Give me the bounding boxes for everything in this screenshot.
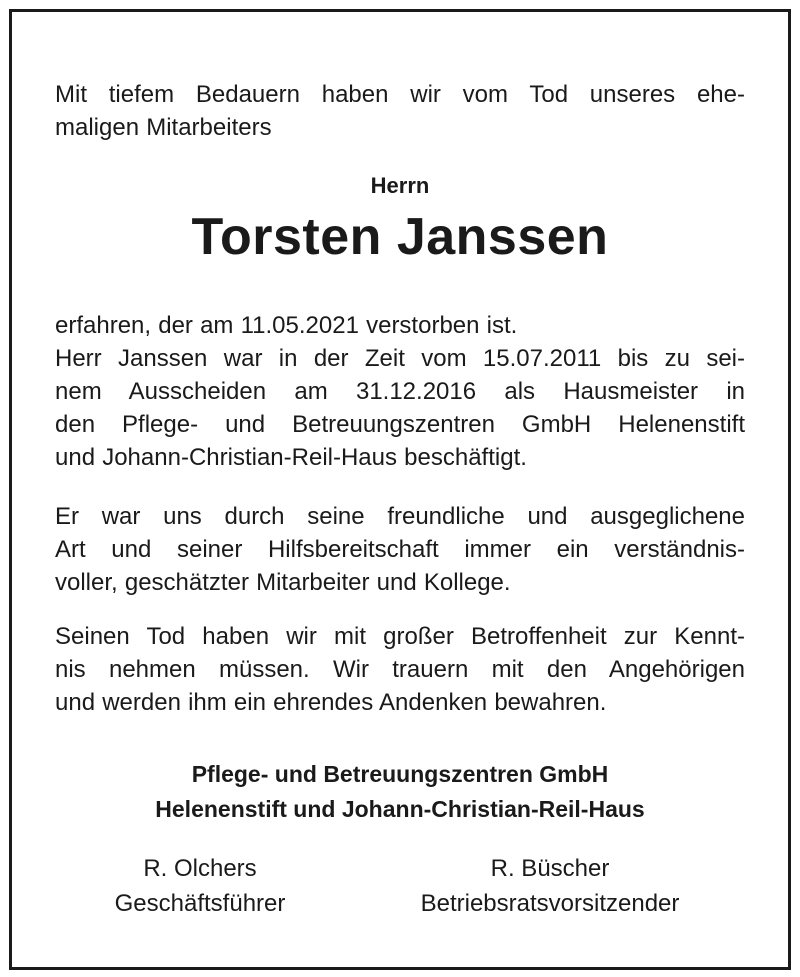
organization-block	[0, 757, 800, 827]
signatory-role: Geschäftsführer	[114, 890, 286, 917]
body-line: Er war uns durch seine freundliche und ausgeglichene	[55, 503, 745, 530]
intro-line: Mit tiefem Bedauern haben wir vom Tod unseres ehe-	[55, 81, 745, 108]
signatory-role: Betriebsratsvorsitzender	[420, 890, 680, 917]
body-line: und werden ihm ein ehrendes Andenken bewahren.	[55, 689, 607, 716]
body-line: erfahren, der am 11.05.2021 verstorben ist.	[55, 312, 518, 339]
signatory-name: R. Büscher	[490, 855, 610, 882]
body-line: Seinen Tod haben wir mit großer Betroffenheit zur Kennt-	[55, 623, 745, 650]
body-paragraph-1	[55, 309, 745, 474]
body-line: nem Ausscheiden am 31.12.2016 als Hausmeister in	[55, 378, 745, 405]
body-line: Herr Janssen war in der Zeit vom 15.07.2011 bis zu sei-	[55, 345, 745, 372]
organization-subtitle: Helenenstift und Johann-Christian-Reil-Haus	[155, 796, 645, 822]
intro-line: maligen Mitarbeiters	[55, 114, 272, 141]
body-line: nis nehmen müssen. Wir trauern mit den Angehörigen	[55, 656, 745, 683]
body-line: den Pflege- und Betreuungszentren GmbH Helenenstift	[55, 411, 745, 438]
salutation: Herrn	[370, 173, 430, 198]
signatory-left	[60, 851, 340, 921]
body-paragraph-2	[55, 500, 745, 599]
organization-name: Pflege- und Betreuungszentren GmbH	[191, 761, 609, 787]
signatory-right	[380, 851, 720, 921]
signatory-name: R. Olchers	[143, 855, 257, 882]
deceased-name: Torsten Janssen	[191, 208, 609, 266]
body-paragraph-3	[55, 620, 745, 719]
body-line: und Johann-Christian-Reil-Haus beschäftigt.	[55, 444, 527, 471]
body-line: Art und seiner Hilfsbereitschaft immer ein verständnis-	[55, 536, 745, 563]
body-line: voller, geschätzter Mitarbeiter und Kollege.	[55, 569, 511, 596]
intro-paragraph	[55, 78, 745, 144]
